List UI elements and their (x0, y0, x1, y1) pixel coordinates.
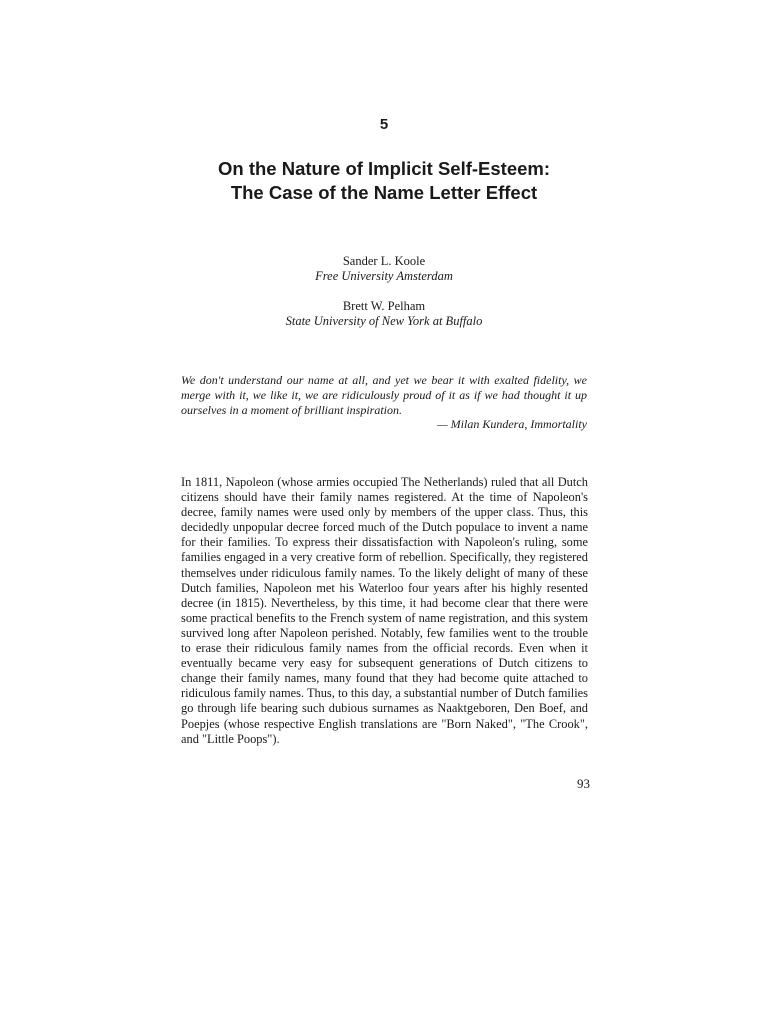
body-paragraph: In 1811, Napoleon (whose armies occupied The Netherlands) ruled that all Dutch citizens should have their family names registered. At the time of Napoleon's decree, family names were used only by members of the upper class. Thus, this decidedly unpopular decree forced much of the Dutch populace to invent a name for their families. To express their dissatisfaction with Napoleon's ruling, some families engaged in a very creative form of rebellion. Specifically, they registered themselves under ridiculous family names. To the likely delight of many of these Dutch families, Napoleon met his Waterloo four years after his highly resented decree (in 1815). Nevertheless, by this time, it had become clear that there were some practical benefits to the French system of name registration, and this system survived long after Napoleon perished. Notably, few families went to the trouble to erase their ridiculous family names from the official records. Even when it eventually became very easy for subsequent generations of Dutch citizens to change their family names, many found that they had become quite attached to ridiculous family names. Thus, to this day, a substantial number of Dutch families go through life bearing such dubious surnames as Naaktgeboren, Den Boef, and Poepjes (whose respective English translations are "Born Naked", "The Crook", and "Little Poops"). (181, 475, 588, 746)
chapter-title-line-1: On the Nature of Implicit Self-Esteem: (217, 158, 551, 179)
epigraph-source: — Milan Kundera, Immortality (437, 417, 587, 431)
author-affiliation: State University of New York at Buffalo (285, 314, 483, 328)
author-name: Sander L. Koole (342, 254, 426, 268)
chapter-title-line-2: The Case of the Name Letter Effect (230, 182, 538, 203)
chapter-title (0, 157, 768, 205)
epigraph-quote: We don't understand our name at all, and yet we bear it with exalted fidelity, we merge with it, we like it, we are ridiculously proud of it as if we had thought it up ourselves in a moment of brilliant inspiration. (181, 373, 587, 417)
author-name: Brett W. Pelham (342, 299, 426, 313)
author-affiliation: Free University Amsterdam (315, 269, 453, 283)
author-list (0, 254, 768, 344)
page-number: 93 (577, 776, 590, 791)
chapter-number: 5 (379, 116, 389, 133)
author-block (0, 299, 768, 329)
author-block (0, 254, 768, 284)
